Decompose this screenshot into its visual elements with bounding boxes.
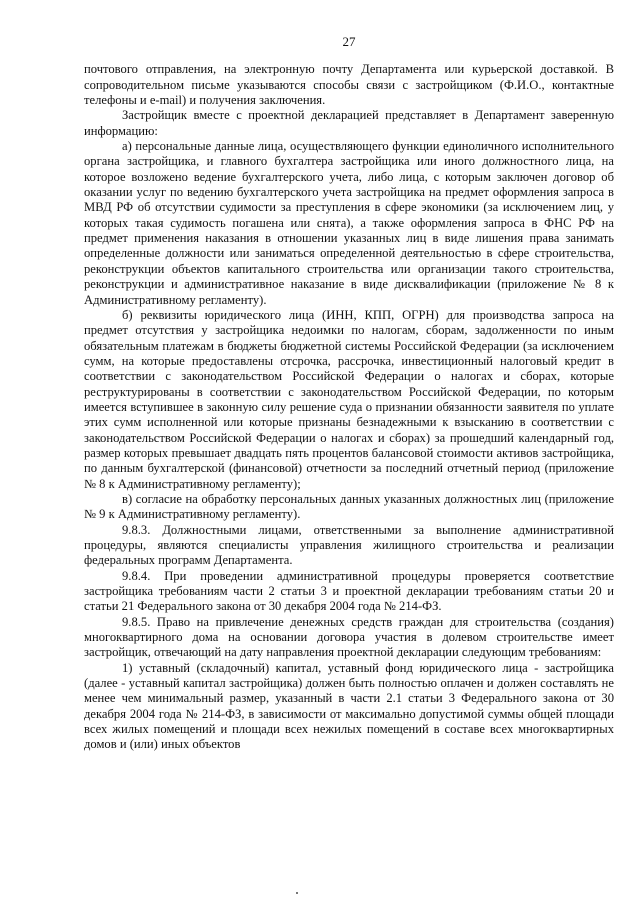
list-item-a: а) персональные данные лица, осуществляющего функции единоличного исполнительного органа застройщика, и главного бухгалтера застройщика или иного должностного лица, на которое возложено ведение бухгалтерского учета, либо лица, с которым заключен договор об оказании услуг по ведению бухгалтерского учета застройщика на предмет оформления запроса в МВД РФ об отсутствии судимости за преступления в сфере экономики (за исключением лиц, у которых такая судимость погашена или снята), а также оформления запроса в ФНС РФ на предмет применения наказания в отношении указанных лиц в виде лишения права занимать определенные должности или заниматься определенной деятельностью в сфере строительства, реконструкции объектов капитального строительства или организации такого строительства, реконструкции и административное наказание в виде дисквалификации (приложение № 8 к Административному регламенту). [84,139,614,307]
paragraph-developer-info: Застройщик вместе с проектной декларацией представляет в Департамент заверенную информацию: [84,108,614,138]
clause-9-8-3: 9.8.3. Должностными лицами, ответственными за выполнение административной процедуры, являются специалисты управления жилищного строительства и реализации федеральных программ Департамента. [84,522,614,568]
clause-9-8-5: 9.8.5. Право на привлечение денежных средств граждан для строительства (создания) многоквартирного дома на основании договора участия в долевом строительстве имеет застройщик, отвечающий на дату направления проектной декларации следующим требованиям: [84,614,614,660]
paragraph-delivery-methods: почтового отправления, на электронную почту Департамента или курьерской доставкой. В сопроводительном письме указываются способы связи с застройщиком (Ф.И.О., контактные телефоны и e-mail) и получения заключения. [84,62,614,108]
page-number: 27 [342,34,356,49]
requirement-1: 1) уставный (складочный) капитал, уставный фонд юридического лица - застройщика (далее - уставный капитал застройщика) должен быть полностью оплачен и должен составлять не менее чем минимальный размер, указанный в части 2.1 статьи 3 Федерального закона от 30 декабря 2004 года № 214-ФЗ, в зависимости от максимально допустимой суммы общей площади всех жилых помещений и площади всех нежилых помещений в составе всех многоквартирных домов и (или) иных объектов [84,660,614,752]
list-item-v: в) согласие на обработку персональных данных указанных должностных лиц (приложение № 9 к Административному регламенту). [84,491,614,522]
scan-speck [296,892,298,894]
list-item-b: б) реквизиты юридического лица (ИНН, КПП, ОГРН) для производства запроса на предмет отсутствия у застройщика недоимки по налогам, сборам, задолженности по иным обязательным платежам в бюджеты бюджетной системы Российской Федерации (за исключением сумм, на которые предоставлены отсрочка, рассрочка, инвестиционный налоговый кредит в соответствии с законодательством Российской Федерации о налогах и сборах, которые реструктурированы в соответствии с законодательством Российской Федерации, по которым имеется вступившее в законную силу решение суда о признании обязанности заявителя по уплате этих сумм исполненной или которые признаны безнадежными к взысканию в соответствии с законодательством Российской Федерации о налогах и сборах) за прошедший календарный год, размер которых превышает двадцать пять процентов балансовой стоимости активов застройщика, по данным бухгалтерской (финансовой) отчетности за последний отчетный период (приложение № 8 к Административному регламенту); [84,307,614,491]
clause-9-8-4: 9.8.4. При проведении административной процедуры проверяется соответствие застройщика требованиям части 2 статьи 3 и проектной декларации требованиям статьи 20 и статьи 21 Федерального закона от 30 декабря 2004 года № 214-ФЗ. [84,568,614,614]
